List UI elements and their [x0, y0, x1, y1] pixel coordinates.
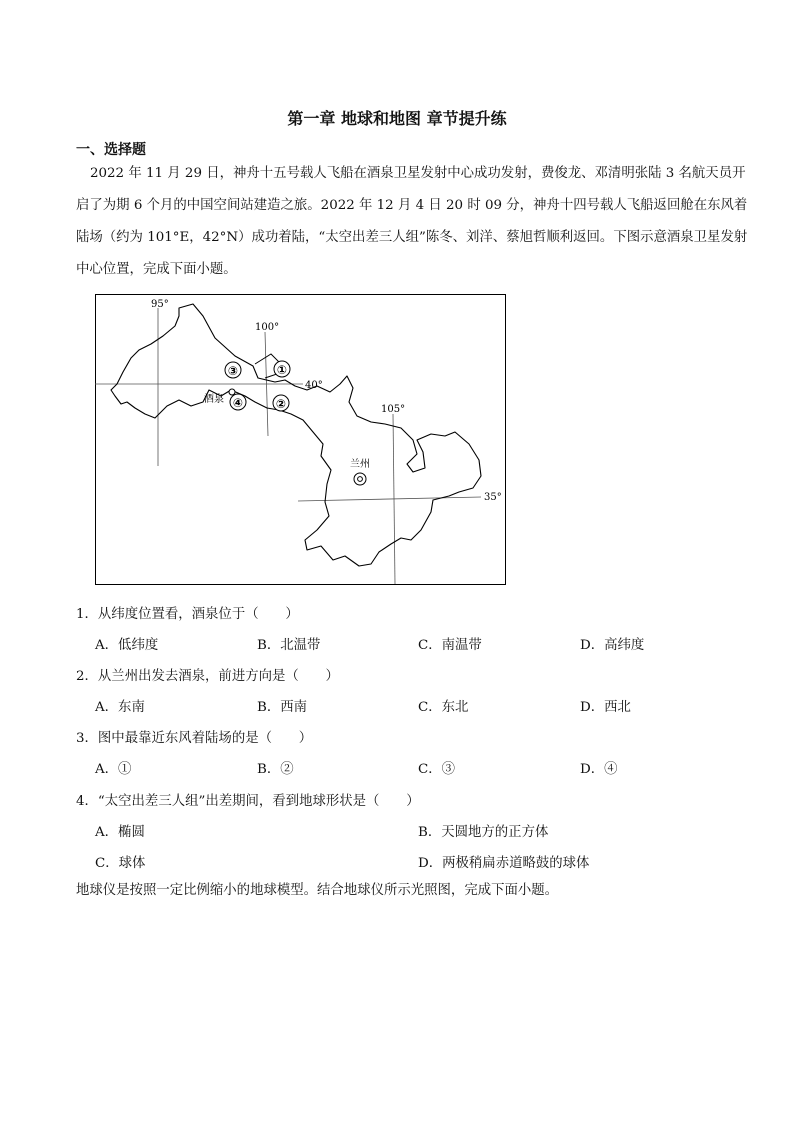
marker-3: ③ [227, 364, 239, 378]
question-1: 1．从纬度位置看，酒泉位于（ ） [76, 607, 299, 622]
closing-paragraph: 地球仪是按照一定比例缩小的地球模型。结合地球仪所示光照图，完成下面小题。 [76, 883, 559, 898]
label-105: 105° [381, 404, 406, 415]
q3-option-c[interactable]: C．③ [418, 762, 456, 777]
q1-option-a[interactable]: A．低纬度 [95, 638, 159, 653]
question-2: 2．从兰州出发去酒泉，前进方向是（ ） [76, 669, 339, 684]
q1-option-d[interactable]: D．高纬度 [580, 638, 645, 653]
section-heading: 一、选择题 [76, 142, 146, 158]
q1-option-b[interactable]: B．北温带 [257, 638, 321, 653]
q4-option-c[interactable]: C．球体 [95, 856, 146, 871]
q3-option-b[interactable]: B．② [257, 762, 294, 777]
q2-option-d[interactable]: D．西北 [580, 700, 631, 715]
q4-option-d[interactable]: D．两极稍扁赤道略鼓的球体 [418, 856, 590, 871]
label-lanzhou: 兰州 [350, 459, 370, 470]
label-100: 100° [255, 322, 280, 333]
marker-2: ② [275, 397, 287, 411]
jiuquan-dot [229, 389, 235, 395]
label-35: 35° [484, 492, 502, 503]
q4-option-b[interactable]: B．天圆地方的正方体 [418, 825, 549, 840]
q4-option-a[interactable]: A．椭圆 [95, 825, 145, 840]
page-title: 第一章 地球和地图 章节提升练 [287, 109, 507, 128]
q1-option-c[interactable]: C．南温带 [418, 638, 482, 653]
marker-1: ① [276, 363, 288, 377]
intro-paragraph: 2022 年 11 月 29 日，神舟十五号载人飞船在酒泉卫星发射中心成功发射，费俊龙、邓清明张陆 3 名航天员开启了为期 6 个月的中国空间站建造之旅。2022 年 12 月 4 日 20 时 09 分，神舟十四号载人飞船返回舱在东风着陆场（约为 101°E，42°N）成功着陆，“太空出差三人组”陈冬、刘洋、蔡旭哲顺利返回。下图示意酒泉卫星发射中心位置，完成下面小题。 [76, 166, 748, 277]
label-40: 40° [305, 380, 323, 391]
label-95: 95° [151, 299, 169, 310]
label-jiuquan: 酒泉 [204, 394, 224, 405]
question-4: 4．“太空出差三人组”出差期间，看到地球形状是（ ） [76, 794, 420, 809]
q2-option-c[interactable]: C．东北 [418, 700, 469, 715]
q3-option-d[interactable]: D．④ [580, 762, 618, 777]
map-frame [96, 295, 506, 585]
jiuquan-location-map [95, 294, 506, 585]
q3-option-a[interactable]: A．① [95, 762, 132, 777]
q2-option-b[interactable]: B．西南 [257, 700, 308, 715]
marker-4: ④ [232, 396, 244, 410]
q2-option-a[interactable]: A．东南 [95, 700, 145, 715]
question-3: 3．图中最靠近东风着陆场的是（ ） [76, 731, 313, 746]
